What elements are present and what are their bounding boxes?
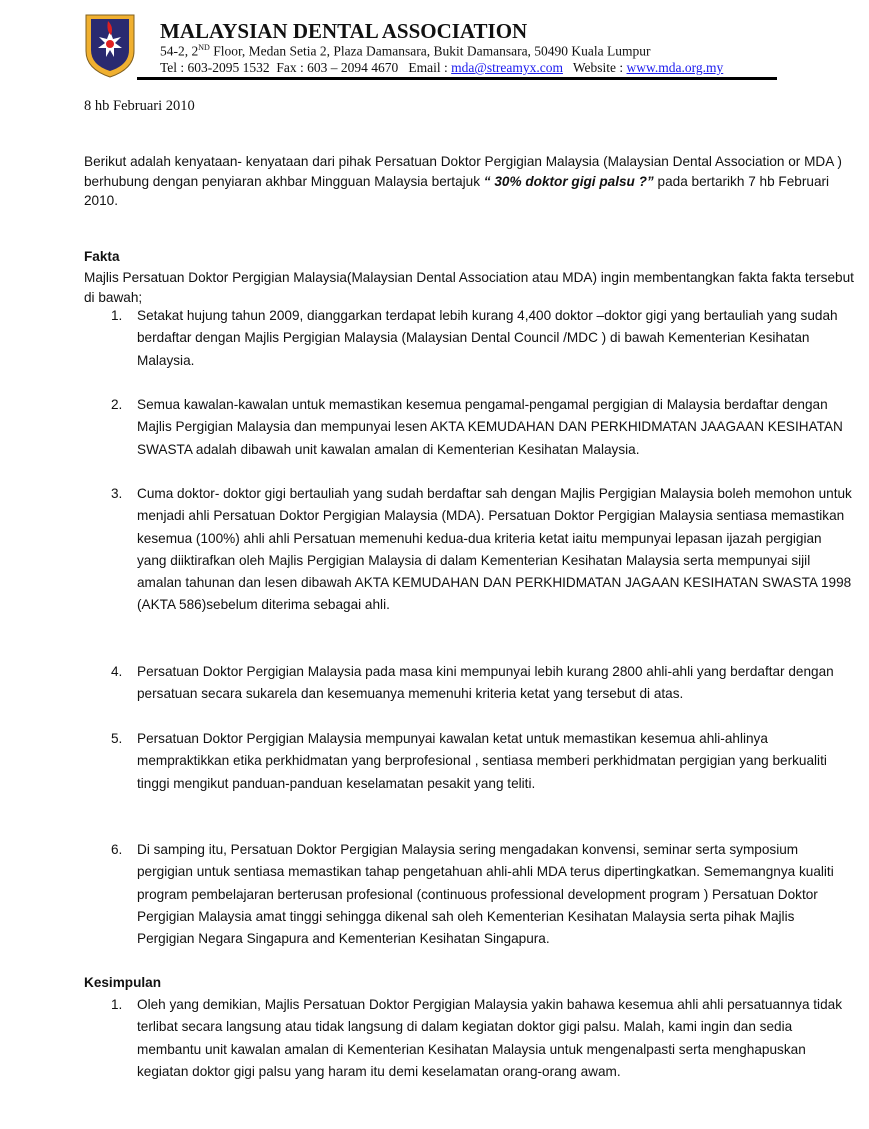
list-item: 1. Setakat hujung tahun 2009, dianggarkan terdapat lebih kurang 4,400 doktor –doktor gigi yang bertauliah yang sudah berdaftar dengan Majlis Pergigian Malaysia (Malaysian Dental Council /MDC ) di bawah Kementerian Kesihatan Malaysia. [111,308,838,368]
header-rule [137,77,777,80]
list-item: 1. Oleh yang demikian, Majlis Persatuan Doktor Pergigian Malaysia yakin bahawa kesemua ahli ahli persatuannya tidak terlibat secara langsung atau tidak langsung di dalam kegiatan doktor gigi palsu. Malah, kami ingin dan sedia membantu unit kawalan amalan di Kementerian Kesihatan Malaysia untuk mengenalpasti serta menghapuskan kegiatan doktor gigi palsu yang haram itu demi keselamatan orang-orang awam. [111,997,842,1079]
intro-paragraph: Berikut adalah kenyataan- kenyataan dari pihak Persatuan Doktor Pergigian Malaysia (Malaysian Dental Association or MDA ) berhubung dengan penyiaran akhbar Mingguan Malaysia bertajuk “ 30% doktor gigi palsu ?” pada bertarikh 7 hb Februari 2010. [84,154,842,208]
fakta-lead: Majlis Persatuan Doktor Pergigian Malaysia(Malaysian Dental Association atau MDA) ingin membentangkan fakta fakta tersebut di bawah; [84,270,854,305]
list-item: 2. Semua kawalan-kawalan untuk memastikan kesemua pengamal-pengamal pergigian di Malaysia berdaftar dengan Majlis Pergigian Malaysia dan mempunyai lesen AKTA KEMUDAHAN DAN PERKHIDMATAN JAAGAAN KESIHATAN SWASTA adalah dibawah unit kawalan amalan di Kementerian Kesihatan Malaysia. [111,397,843,457]
mda-logo-icon [84,13,136,79]
website-link[interactable]: www.mda.org.my [626,60,724,75]
org-address: 54-2, 2ND Floor, Medan Setia 2, Plaza Damansara, Bukit Damansara, 50490 Kuala Lumpur [160,43,651,59]
fakta-heading: Fakta [84,249,120,264]
list-item: 5. Persatuan Doktor Pergigian Malaysia mempunyai kawalan ketat untuk memastikan kesemua ahli-ahlinya mempraktikkan etika perkhidmatan yang berprofesional , sentiasa memberi perkhidmatan pergigian yang berkualiti tinggi mengikut panduan-panduan keselamatan pesakit yang teliti. [111,731,827,791]
org-contact: Tel : 603-2095 1532 Fax : 603 – 2094 4670 Email : mda@streamyx.com Website : www.mda.org.my [160,60,724,75]
kesimpulan-heading: Kesimpulan [84,975,162,990]
letter-date: 8 hb Februari 2010 [84,98,195,114]
org-name: MALAYSIAN DENTAL ASSOCIATION [160,19,528,43]
email-link[interactable]: mda@streamyx.com [451,60,563,75]
list-item: 4. Persatuan Doktor Pergigian Malaysia pada masa kini mempunyai lebih kurang 2800 ahli-ahli yang berdaftar dengan persatuan secara sukarela dan kesemuanya memenuhi kriteria ketat yang tersebut di atas. [111,664,834,702]
list-item: 3. Cuma doktor- doktor gigi bertauliah yang sudah berdaftar sah dengan Majlis Pergigian Malaysia boleh memohon untuk menjadi ahli Persatuan Doktor Pergigian Malaysia (MDA). Persatuan Doktor Pergigian Malaysia sentiasa memastikan kesemua (100%) ahli ahli Persatuan memenuhi kedua-dua kriteria ketat iaitu mempunyai lepasan ijazah pergigian yang diiktirafkan oleh Majlis Pergigian Malaysia di dalam Kementerian Kesihatan Malaysia serta mempunyai sijil amalan tahunan dan lesen dibawah AKTA KEMUDAHAN DAN PERKHIDMATAN JAGAAN KESIHATAN SWASTA 1998 (AKTA 586)sebelum diterima sebagai ahli. [111,486,852,613]
list-item: 6. Di samping itu, Persatuan Doktor Pergigian Malaysia sering mengadakan konvensi, seminar serta symposium pergigian untuk sentiasa memastikan tahap pengetahuan ahli-ahli MDA terus dipertingkatkan. Sememangnya kualiti program pembelajaran berterusan profesional (continuous professional development program ) Persatuan Doktor Pergigian Malaysia amat tinggi sehingga dikenal sah oleh Kementerian Kesihatan Malaysia serta pihak Majlis Pergigian Negara Singapura and Kementerian Kesihatan Singapura. [111,842,834,947]
